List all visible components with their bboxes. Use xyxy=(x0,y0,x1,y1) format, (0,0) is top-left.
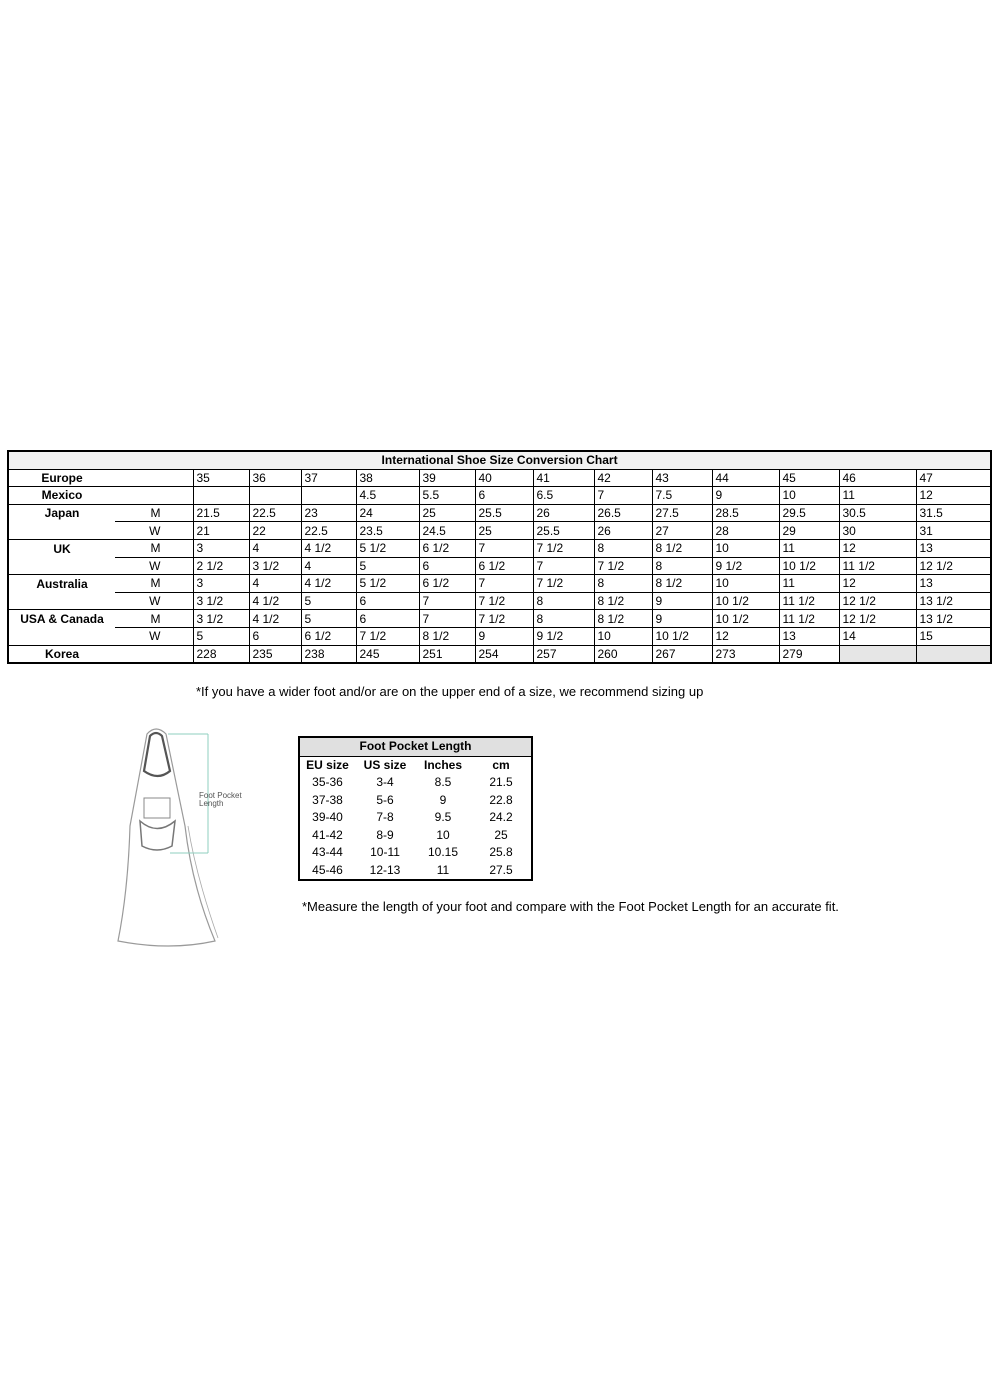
pocket-cell: 12-13 xyxy=(369,862,401,877)
foot-pocket-length-table xyxy=(298,736,533,881)
size-cell: 23.5 xyxy=(356,522,419,540)
pocket-cell: 37-38 xyxy=(312,792,343,807)
size-cell: 29 xyxy=(779,522,839,540)
size-cell: 7 xyxy=(475,575,533,593)
gender-label xyxy=(115,645,193,663)
size-cell: 10 xyxy=(779,487,839,505)
size-cell: 44 xyxy=(712,469,779,487)
gender-label: M xyxy=(115,539,193,557)
size-cell xyxy=(193,487,249,505)
size-cell: 42 xyxy=(594,469,652,487)
pocket-header-cm: cm xyxy=(492,757,510,772)
pocket-row xyxy=(299,827,532,845)
size-cell: 27 xyxy=(652,522,712,540)
pocket-cell: 7-8 xyxy=(376,810,394,825)
size-cell: 38 xyxy=(356,469,419,487)
pocket-row xyxy=(299,792,532,810)
size-cell: 13 xyxy=(916,575,991,593)
pocket-cell: 25 xyxy=(494,827,508,842)
size-cell: 11 1/2 xyxy=(839,557,916,575)
size-cell: 6.5 xyxy=(533,487,594,505)
size-cell: 6 xyxy=(356,610,419,628)
size-cell: 10 xyxy=(712,539,779,557)
size-cell: 6 1/2 xyxy=(419,539,475,557)
size-cell xyxy=(301,487,356,505)
pocket-header-eu: EU size xyxy=(306,757,349,772)
region-label: Australia xyxy=(8,575,115,593)
size-cell: 28.5 xyxy=(712,504,779,522)
pocket-cell: 10-11 xyxy=(370,845,400,860)
size-cell: 7 1/2 xyxy=(475,610,533,628)
size-cell: 8 1/2 xyxy=(594,592,652,610)
pocket-row xyxy=(299,844,532,862)
pocket-cell: 9 xyxy=(439,792,447,807)
size-cell: 7 xyxy=(419,592,475,610)
region-label xyxy=(8,627,115,645)
conversion-row xyxy=(8,575,991,593)
region-label: Japan xyxy=(8,504,115,522)
size-cell: 11 1/2 xyxy=(779,592,839,610)
size-cell: 36 xyxy=(249,469,301,487)
size-cell: 12 xyxy=(916,487,991,505)
size-cell: 7.5 xyxy=(652,487,712,505)
size-cell: 5.5 xyxy=(419,487,475,505)
size-cell: 26 xyxy=(533,504,594,522)
size-cell: 21 xyxy=(193,522,249,540)
size-cell: 6 xyxy=(419,557,475,575)
size-cell: 12 1/2 xyxy=(916,557,991,575)
size-cell: 273 xyxy=(712,645,779,663)
size-cell: 12 xyxy=(839,539,916,557)
conversion-row xyxy=(8,557,991,575)
size-cell: 4 1/2 xyxy=(249,592,301,610)
size-cell: 9 xyxy=(475,627,533,645)
pocket-cell: 35-36 xyxy=(312,775,343,790)
size-cell: 254 xyxy=(475,645,533,663)
region-label xyxy=(8,557,115,575)
pocket-cell: 3-4 xyxy=(376,775,394,790)
size-cell: 13 1/2 xyxy=(916,592,991,610)
region-label xyxy=(8,592,115,610)
gender-label xyxy=(115,469,193,487)
gender-label: M xyxy=(115,610,193,628)
pocket-cell: 27.5 xyxy=(489,862,513,877)
size-cell: 6 xyxy=(249,627,301,645)
size-cell: 31.5 xyxy=(916,504,991,522)
size-cell: 12 1/2 xyxy=(839,592,916,610)
size-cell: 6 xyxy=(356,592,419,610)
gender-label: M xyxy=(115,504,193,522)
size-cell: 25 xyxy=(475,522,533,540)
size-cell: 28 xyxy=(712,522,779,540)
size-cell xyxy=(916,645,991,663)
pocket-cell: 8-9 xyxy=(376,827,394,842)
pocket-cell: 45-46 xyxy=(312,862,343,877)
pocket-cell: 24.2 xyxy=(489,810,513,825)
size-cell xyxy=(839,645,916,663)
sizing-up-note: *If you have a wider foot and/or are on the upper end of a size, we recommend sizing up xyxy=(196,684,704,699)
size-cell: 8 1/2 xyxy=(594,610,652,628)
pocket-cell: 11 xyxy=(436,862,450,877)
size-cell: 6 xyxy=(475,487,533,505)
pocket-cell: 22.8 xyxy=(489,792,513,807)
size-cell: 10 1/2 xyxy=(712,610,779,628)
size-cell: 8 1/2 xyxy=(652,575,712,593)
size-cell: 35 xyxy=(193,469,249,487)
gender-label: W xyxy=(115,592,193,610)
size-cell: 5 xyxy=(301,592,356,610)
pocket-row xyxy=(299,809,532,827)
gender-label: M xyxy=(115,575,193,593)
size-cell: 12 xyxy=(839,575,916,593)
size-cell: 7 1/2 xyxy=(594,557,652,575)
conversion-row xyxy=(8,627,991,645)
conversion-row xyxy=(8,504,991,522)
size-cell: 228 xyxy=(193,645,249,663)
gender-label xyxy=(115,487,193,505)
size-cell: 5 xyxy=(301,610,356,628)
size-cell: 9 xyxy=(652,610,712,628)
size-cell: 7 1/2 xyxy=(533,575,594,593)
measure-note: *Measure the length of your foot and compare with the Foot Pocket Length for an accurate fit. xyxy=(302,899,839,914)
size-cell: 279 xyxy=(779,645,839,663)
size-cell: 37 xyxy=(301,469,356,487)
size-cell: 25.5 xyxy=(475,504,533,522)
size-cell: 22.5 xyxy=(249,504,301,522)
size-cell: 4 xyxy=(301,557,356,575)
size-cell: 13 xyxy=(916,539,991,557)
size-cell: 30 xyxy=(839,522,916,540)
conversion-chart-title: International Shoe Size Conversion Chart xyxy=(8,451,991,469)
gender-label: W xyxy=(115,627,193,645)
pocket-cell: 9.5 xyxy=(434,810,452,825)
size-cell: 9 xyxy=(652,592,712,610)
region-label: UK xyxy=(8,539,115,557)
size-cell: 4 xyxy=(249,575,301,593)
gender-label: W xyxy=(115,557,193,575)
region-label: Korea xyxy=(8,645,115,663)
size-cell: 7 1/2 xyxy=(356,627,419,645)
pocket-cell: 10.15 xyxy=(427,845,459,860)
size-cell: 4 1/2 xyxy=(249,610,301,628)
size-cell: 12 1/2 xyxy=(839,610,916,628)
size-cell: 11 1/2 xyxy=(779,610,839,628)
conversion-row xyxy=(8,469,991,487)
size-cell: 10 1/2 xyxy=(652,627,712,645)
size-cell: 8 xyxy=(594,575,652,593)
size-cell: 8 xyxy=(594,539,652,557)
fin-label-line2: Length xyxy=(199,799,224,808)
size-cell: 10 xyxy=(712,575,779,593)
size-cell: 3 xyxy=(193,575,249,593)
region-label: Europe xyxy=(8,469,115,487)
size-cell: 260 xyxy=(594,645,652,663)
pocket-cell: 5-6 xyxy=(376,792,394,807)
size-cell: 29.5 xyxy=(779,504,839,522)
size-cell: 6 1/2 xyxy=(419,575,475,593)
size-cell: 6 1/2 xyxy=(301,627,356,645)
conversion-row xyxy=(8,487,991,505)
fin-icon xyxy=(100,726,280,951)
size-cell: 7 xyxy=(419,610,475,628)
size-cell: 4.5 xyxy=(356,487,419,505)
size-cell: 7 xyxy=(594,487,652,505)
pocket-cell: 43-44 xyxy=(312,845,343,860)
size-cell xyxy=(249,487,301,505)
size-cell: 5 xyxy=(356,557,419,575)
size-cell: 7 1/2 xyxy=(533,539,594,557)
size-cell: 2 1/2 xyxy=(193,557,249,575)
size-cell: 41 xyxy=(533,469,594,487)
pocket-cell: 8.5 xyxy=(434,775,452,790)
size-cell: 9 1/2 xyxy=(712,557,779,575)
size-cell: 43 xyxy=(652,469,712,487)
size-cell: 8 xyxy=(652,557,712,575)
size-cell: 39 xyxy=(419,469,475,487)
size-cell: 25.5 xyxy=(533,522,594,540)
size-cell: 11 xyxy=(779,575,839,593)
pocket-header-us: US size xyxy=(363,757,407,772)
pocket-chart-title: Foot Pocket Length xyxy=(299,737,532,756)
gender-label: W xyxy=(115,522,193,540)
size-cell: 45 xyxy=(779,469,839,487)
size-cell: 4 xyxy=(249,539,301,557)
size-cell: 7 1/2 xyxy=(475,592,533,610)
size-cell: 267 xyxy=(652,645,712,663)
region-label: Mexico xyxy=(8,487,115,505)
size-cell: 13 1/2 xyxy=(916,610,991,628)
conversion-row xyxy=(8,539,991,557)
size-cell: 3 1/2 xyxy=(193,592,249,610)
size-cell: 30.5 xyxy=(839,504,916,522)
size-cell: 10 xyxy=(594,627,652,645)
size-cell: 8 1/2 xyxy=(419,627,475,645)
size-cell: 31 xyxy=(916,522,991,540)
size-cell: 8 xyxy=(533,592,594,610)
size-cell: 15 xyxy=(916,627,991,645)
conversion-row xyxy=(8,522,991,540)
fin-label-line1: Foot Pocket xyxy=(199,791,242,800)
size-cell: 7 xyxy=(533,557,594,575)
size-cell: 13 xyxy=(779,627,839,645)
size-cell: 3 xyxy=(193,539,249,557)
size-cell: 40 xyxy=(475,469,533,487)
size-cell: 5 1/2 xyxy=(356,539,419,557)
size-cell: 23 xyxy=(301,504,356,522)
size-cell: 26 xyxy=(594,522,652,540)
size-cell: 24.5 xyxy=(419,522,475,540)
pocket-header-inches: Inches xyxy=(423,757,462,772)
size-cell: 11 xyxy=(779,539,839,557)
size-cell: 245 xyxy=(356,645,419,663)
conversion-row xyxy=(8,610,991,628)
size-cell: 7 xyxy=(475,539,533,557)
size-cell: 251 xyxy=(419,645,475,663)
size-cell: 47 xyxy=(916,469,991,487)
region-label xyxy=(8,522,115,540)
size-cell: 3 1/2 xyxy=(193,610,249,628)
pocket-cell: 21.5 xyxy=(489,775,513,790)
size-cell: 22.5 xyxy=(301,522,356,540)
size-cell: 8 1/2 xyxy=(652,539,712,557)
size-cell: 8 xyxy=(533,610,594,628)
size-cell: 5 xyxy=(193,627,249,645)
size-cell: 21.5 xyxy=(193,504,249,522)
size-cell: 11 xyxy=(839,487,916,505)
size-cell: 46 xyxy=(839,469,916,487)
pocket-row xyxy=(299,862,532,881)
size-cell: 10 1/2 xyxy=(712,592,779,610)
size-cell: 25 xyxy=(419,504,475,522)
pocket-cell: 39-40 xyxy=(312,810,343,825)
conversion-row xyxy=(8,592,991,610)
size-cell: 12 xyxy=(712,627,779,645)
pocket-cell: 25.8 xyxy=(489,845,513,860)
size-cell: 10 1/2 xyxy=(779,557,839,575)
size-cell: 9 xyxy=(712,487,779,505)
region-label: USA & Canada xyxy=(8,610,115,628)
size-cell: 27.5 xyxy=(652,504,712,522)
pocket-cell: 41-42 xyxy=(312,827,343,842)
size-cell: 22 xyxy=(249,522,301,540)
size-cell: 5 1/2 xyxy=(356,575,419,593)
size-cell: 24 xyxy=(356,504,419,522)
size-cell: 14 xyxy=(839,627,916,645)
size-cell: 257 xyxy=(533,645,594,663)
size-cell: 3 1/2 xyxy=(249,557,301,575)
size-cell: 9 1/2 xyxy=(533,627,594,645)
size-cell: 6 1/2 xyxy=(475,557,533,575)
pocket-cell: 10 xyxy=(436,827,450,842)
pocket-row xyxy=(299,774,532,792)
size-cell: 26.5 xyxy=(594,504,652,522)
size-cell: 235 xyxy=(249,645,301,663)
size-cell: 4 1/2 xyxy=(301,539,356,557)
size-cell: 4 1/2 xyxy=(301,575,356,593)
conversion-row xyxy=(8,645,991,663)
size-cell: 238 xyxy=(301,645,356,663)
shoe-size-conversion-table xyxy=(7,450,992,664)
